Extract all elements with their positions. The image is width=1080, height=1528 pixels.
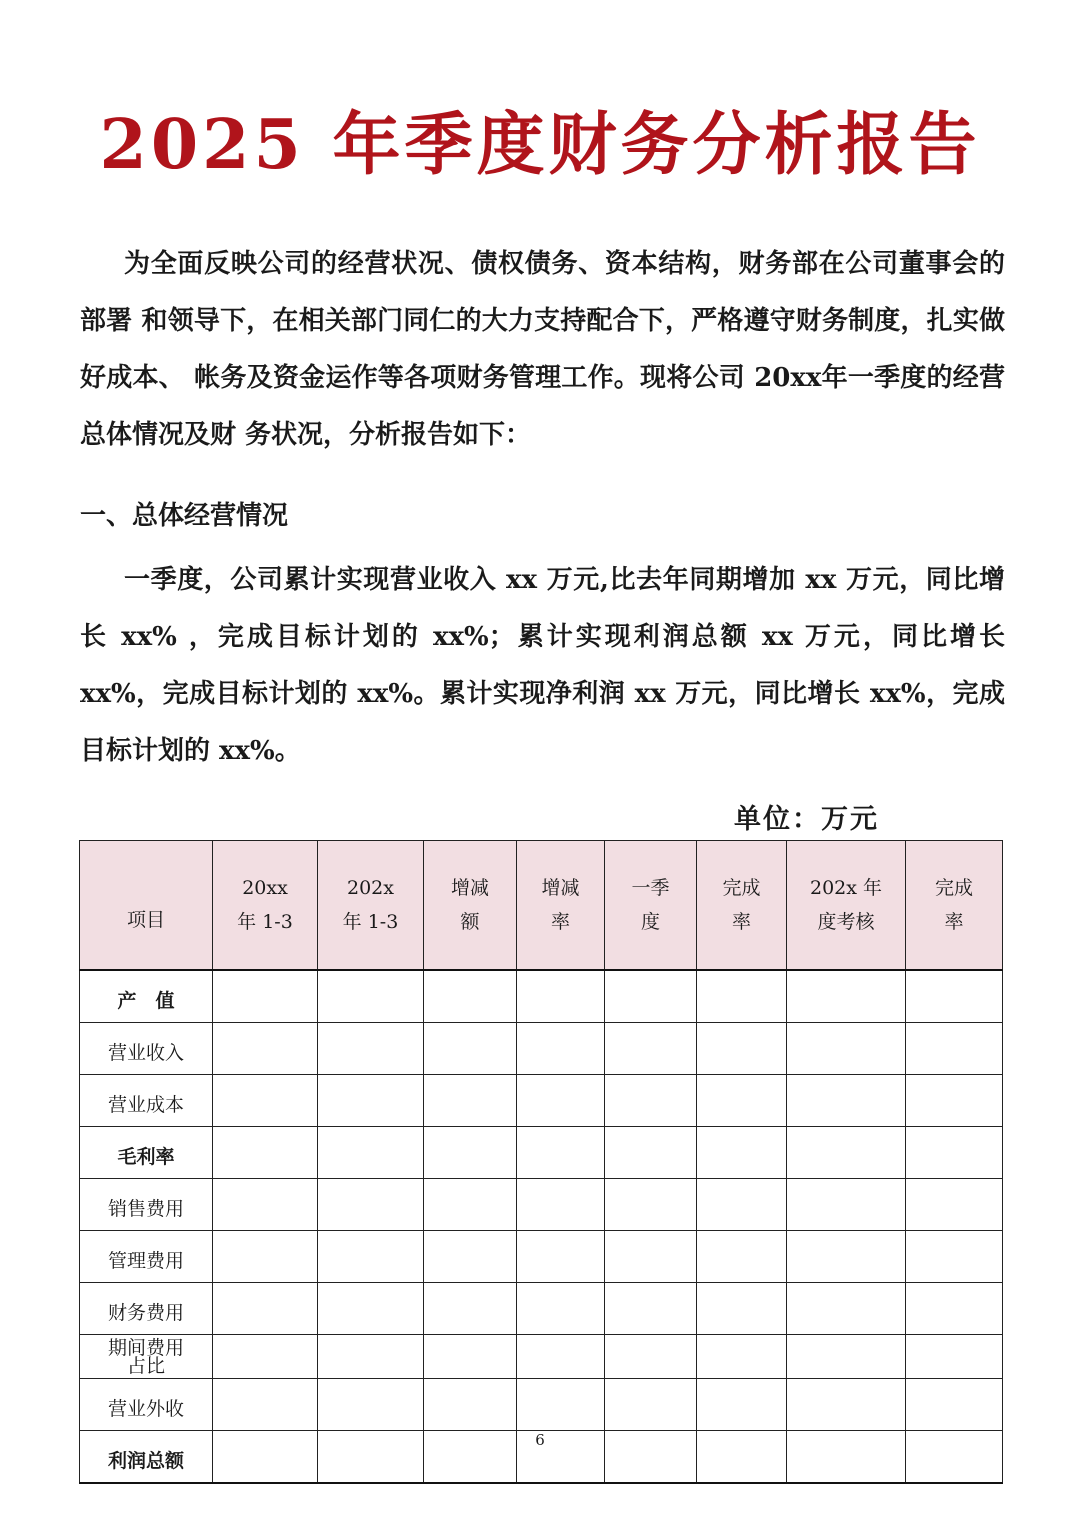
table-cell [605, 1231, 697, 1283]
table-cell [517, 1283, 605, 1335]
table-cell [318, 1179, 424, 1231]
table-cell [517, 970, 605, 1023]
table-cell [906, 1179, 1003, 1231]
header-q1 [605, 841, 697, 971]
table-cell [906, 970, 1003, 1023]
header-label: 度考核 [817, 911, 875, 933]
header-label: 率 [550, 911, 570, 933]
table-cell [517, 1231, 605, 1283]
table-cell [697, 1231, 787, 1283]
table-cell [213, 1023, 318, 1075]
header-label: 增减 [541, 877, 580, 899]
table-cell [906, 1023, 1003, 1075]
table-cell [787, 1283, 906, 1335]
table-cell [424, 1379, 517, 1431]
table-cell [318, 1231, 424, 1283]
row-label: 营业收入 [80, 1023, 213, 1075]
table-cell [605, 970, 697, 1023]
header-label: 完成 [934, 877, 973, 899]
page-number: 6 [535, 1431, 545, 1449]
header-current-year-q1 [318, 841, 424, 971]
table-cell [787, 1023, 906, 1075]
table-header-row [80, 841, 1003, 971]
table-cell [605, 1179, 697, 1231]
unit-label: 单位：万元 [734, 804, 879, 835]
table-cell [697, 1023, 787, 1075]
table-cell [424, 1023, 517, 1075]
table-cell [318, 1283, 424, 1335]
header-label: 项目 [126, 909, 165, 931]
table-cell [517, 1023, 605, 1075]
header-change-amount [424, 841, 517, 971]
header-item [80, 841, 213, 971]
table-cell [787, 1075, 906, 1127]
table-cell [697, 1127, 787, 1179]
table-cell [318, 1127, 424, 1179]
table-cell [697, 1379, 787, 1431]
table-cell [213, 1379, 318, 1431]
row-label: 利润总额 [80, 1431, 213, 1484]
row-label: 管理费用 [80, 1231, 213, 1283]
table-cell [424, 1179, 517, 1231]
table-cell [906, 1335, 1003, 1379]
table-cell [517, 1335, 605, 1379]
header-completion-rate [697, 841, 787, 971]
table-cell [906, 1127, 1003, 1179]
row-label-line: 占比 [126, 1354, 165, 1377]
summary-paragraph: 一季度，公司累计实现营业收入 xx 万元,比去年同期增加 xx 万元，同比增长 xx% ，完成目标计划的 xx%；累计实现利润总额 xx 万元，同比增长 xx%，完成目标计划的 xx%。累计实现净利润 xx 万元，同比增长 xx%，完成目标计划的 xx%。 [80, 565, 1005, 766]
table-cell [424, 1075, 517, 1127]
table-cell [605, 1023, 697, 1075]
table-cell [787, 1179, 906, 1231]
table-cell [318, 1335, 424, 1379]
table-cell [213, 1127, 318, 1179]
table-cell [213, 970, 318, 1023]
row-label: 销售费用 [80, 1179, 213, 1231]
header-label: 率 [944, 911, 964, 933]
table-cell [424, 1231, 517, 1283]
table-cell [605, 1283, 697, 1335]
intro-paragraph: 为全面反映公司的经营状况、债权债务、资本结构，财务部在公司董事会的部署 和领导下，在相关部门同仁的大力支持配合下，严格遵守财务制度，扎实做好成本、 帐务及资金运作等各项财务管理工作。现将公司 20xx年一季度的经营总体情况及财 务状况，分析报告如下： [80, 249, 1005, 450]
table-cell [906, 1231, 1003, 1283]
table-row [80, 1379, 1003, 1431]
table-cell [517, 1075, 605, 1127]
table-cell [517, 1179, 605, 1231]
header-completion-rate-annual [906, 841, 1003, 971]
header-label: 度 [640, 911, 660, 933]
table-cell [697, 970, 787, 1023]
header-label: 202x [347, 877, 394, 899]
section-heading: 一、总体经营情况 [80, 501, 289, 531]
table-row [80, 1179, 1003, 1231]
row-label-line: 期间费用 [107, 1336, 184, 1359]
table-row [80, 1075, 1003, 1127]
table-cell [213, 1231, 318, 1283]
row-label: 营业成本 [80, 1075, 213, 1127]
table-cell [906, 1075, 1003, 1127]
table-cell [424, 1283, 517, 1335]
table-cell [787, 1335, 906, 1379]
table-row [80, 970, 1003, 1023]
table-cell [605, 1379, 697, 1431]
table-cell [906, 1283, 1003, 1335]
table-cell [697, 1075, 787, 1127]
header-label: 一季 [631, 877, 670, 899]
table-cell [517, 1127, 605, 1179]
table-cell [787, 1127, 906, 1179]
row-label [80, 1335, 213, 1379]
table-cell [213, 1075, 318, 1127]
financial-table [79, 840, 1003, 1484]
header-label: 完成 [722, 877, 761, 899]
header-label: 增减 [450, 877, 489, 899]
header-label: 年 1-3 [237, 911, 293, 933]
table-cell [787, 1231, 906, 1283]
table-row [80, 1023, 1003, 1075]
table-cell [605, 1075, 697, 1127]
table-cell [424, 970, 517, 1023]
table-cell [787, 970, 906, 1023]
table-cell [517, 1379, 605, 1431]
header-label: 20xx [242, 877, 288, 899]
table-cell [213, 1179, 318, 1231]
table-cell [906, 1379, 1003, 1431]
row-label: 毛利率 [80, 1127, 213, 1179]
row-label: 营业外收 [80, 1379, 213, 1431]
table-row [80, 1231, 1003, 1283]
table-cell [318, 1075, 424, 1127]
table-row [80, 1283, 1003, 1335]
table-cell [318, 1023, 424, 1075]
table-cell [697, 1335, 787, 1379]
table-cell [318, 970, 424, 1023]
table-cell [213, 1283, 318, 1335]
table-cell [697, 1283, 787, 1335]
table-cell [605, 1335, 697, 1379]
table-cell [605, 1127, 697, 1179]
table-cell [213, 1335, 318, 1379]
table-row [80, 1335, 1003, 1379]
page-title: 2025 年季度财务分析报告 [99, 105, 981, 185]
table-row [80, 1127, 1003, 1179]
header-label: 率 [731, 911, 751, 933]
table-cell [787, 1379, 906, 1431]
table-cell [318, 1379, 424, 1431]
header-label: 年 1-3 [342, 911, 399, 933]
row-label: 财务费用 [80, 1283, 213, 1335]
table-cell [424, 1335, 517, 1379]
header-label: 额 [460, 911, 480, 933]
header-prev-year-q1 [213, 841, 318, 971]
header-change-rate [517, 841, 605, 971]
header-annual-target [787, 841, 906, 971]
table-cell [424, 1127, 517, 1179]
header-label: 202x 年 [809, 877, 883, 899]
row-label: 产 值 [80, 970, 213, 1023]
table-cell [697, 1179, 787, 1231]
